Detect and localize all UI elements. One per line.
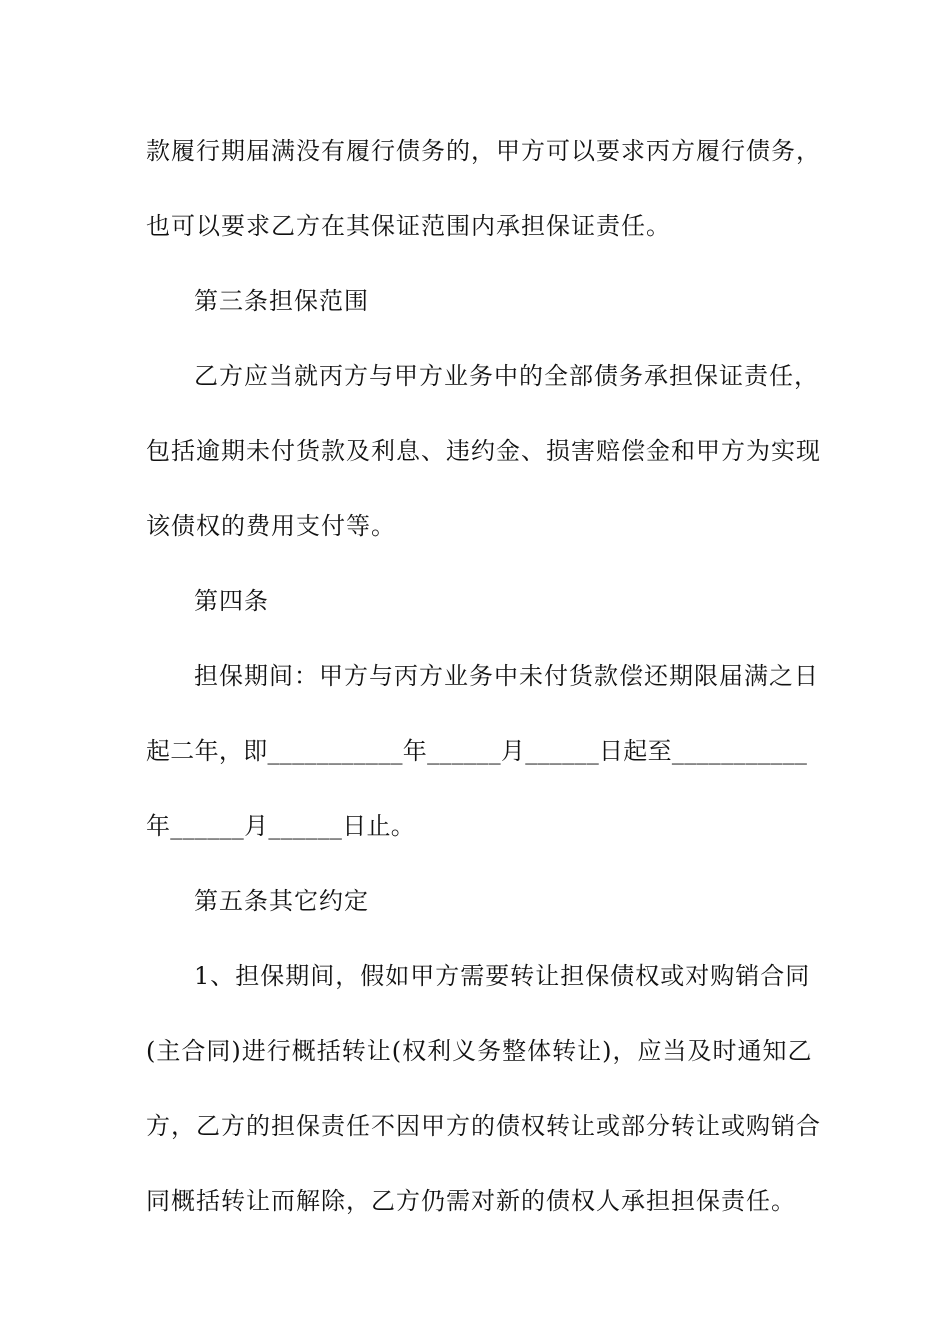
body-text-line: 该债权的费用支付等。 — [146, 512, 396, 540]
body-text-line: 乙方应当就丙方与甲方业务中的全部债务承担保证责任， — [194, 362, 819, 390]
body-text-line: 担保期间：甲方与丙方业务中未付货款偿还期限届满之日 — [194, 662, 819, 690]
article-heading: 第五条其它约定 — [194, 887, 369, 915]
article-heading: 第三条担保范围 — [194, 287, 369, 315]
article-heading: 第四条 — [194, 587, 269, 615]
body-text-line: 1、担保期间，假如甲方需要转让担保债权或对购销合同 — [194, 962, 811, 990]
date-fill-line: 起二年，即___________年______月______日起至___________ — [146, 737, 808, 765]
body-text-line: 包括逾期未付货款及利息、违约金、损害赔偿金和甲方为实现 — [146, 437, 821, 465]
body-text-line: (主合同)进行概括转让(权利义务整体转让)，应当及时通知乙 — [146, 1037, 813, 1065]
body-text-line: 款履行期届满没有履行债务的，甲方可以要求丙方履行债务， — [146, 137, 821, 165]
date-fill-line: 年______月______日止。 — [146, 812, 416, 840]
body-text-line: 也可以要求乙方在其保证范围内承担保证责任。 — [146, 212, 671, 240]
body-text-line: 同概括转让而解除，乙方仍需对新的债权人承担担保责任。 — [146, 1187, 796, 1215]
body-text-line: 方，乙方的担保责任不因甲方的债权转让或部分转让或购销合 — [146, 1112, 821, 1140]
